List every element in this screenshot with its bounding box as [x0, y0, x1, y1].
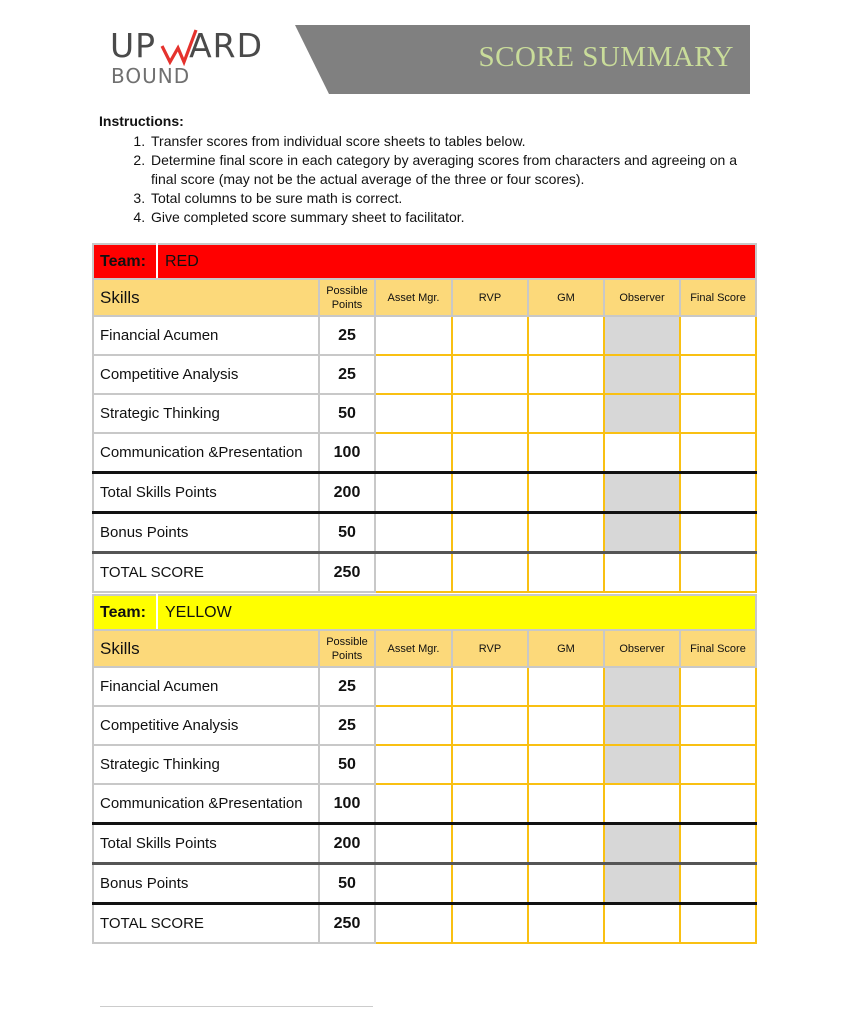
rvp-score-cell[interactable]: [452, 706, 528, 745]
checkmark-w-icon: [160, 26, 200, 66]
skill-label: Strategic Thinking: [93, 394, 319, 433]
column-header-row: [93, 279, 756, 316]
rvp-score-cell[interactable]: [452, 864, 528, 904]
gm-score-cell[interactable]: [528, 667, 604, 706]
gm-score-cell[interactable]: [528, 706, 604, 745]
final-score-cell[interactable]: [680, 433, 756, 473]
asset-mgr-column-header: Asset Mgr.: [375, 630, 452, 667]
observer-column-header: Observer: [604, 630, 680, 667]
possible-points: 200: [319, 824, 375, 864]
gm-column-header: GM: [528, 279, 604, 316]
asset-mgr-score-cell[interactable]: [375, 473, 452, 513]
gm-column-header: GM: [528, 630, 604, 667]
observer-score-cell[interactable]: [604, 553, 680, 593]
observer-score-cell-disabled: [604, 864, 680, 904]
title-banner: [295, 25, 750, 94]
asset-mgr-score-cell[interactable]: [375, 316, 452, 355]
rvp-score-cell[interactable]: [452, 824, 528, 864]
team-yellow-score-table: [92, 594, 757, 944]
possible-points: 50: [319, 394, 375, 433]
table-row: [93, 433, 756, 473]
table-row: [93, 394, 756, 433]
skill-label: Bonus Points: [93, 513, 319, 553]
possible-points: 250: [319, 904, 375, 944]
asset-mgr-score-cell[interactable]: [375, 553, 452, 593]
final-score-cell[interactable]: [680, 553, 756, 593]
final-score-cell[interactable]: [680, 706, 756, 745]
team-header-row: [93, 244, 756, 279]
table-row-total-skills: [93, 824, 756, 864]
team-red-score-table: [92, 243, 757, 593]
possible-points: 25: [319, 316, 375, 355]
asset-mgr-score-cell[interactable]: [375, 394, 452, 433]
skill-label: Bonus Points: [93, 864, 319, 904]
possible-points: 25: [319, 667, 375, 706]
gm-score-cell[interactable]: [528, 433, 604, 473]
rvp-score-cell[interactable]: [452, 513, 528, 553]
final-score-cell[interactable]: [680, 394, 756, 433]
table-row: [93, 745, 756, 784]
final-score-column-header: Final Score: [680, 630, 756, 667]
skills-column-header: Skills: [93, 279, 319, 316]
instruction-item: 4. Give completed score summary sheet to facilitator.: [149, 208, 759, 227]
gm-score-cell[interactable]: [528, 473, 604, 513]
gm-score-cell[interactable]: [528, 745, 604, 784]
table-row: [93, 667, 756, 706]
asset-mgr-score-cell[interactable]: [375, 513, 452, 553]
table-row-total-score: [93, 553, 756, 593]
asset-mgr-score-cell[interactable]: [375, 864, 452, 904]
gm-score-cell[interactable]: [528, 784, 604, 824]
rvp-score-cell[interactable]: [452, 473, 528, 513]
table-row: [93, 355, 756, 394]
final-score-column-header: Final Score: [680, 279, 756, 316]
observer-score-cell-disabled: [604, 355, 680, 394]
rvp-score-cell[interactable]: [452, 433, 528, 473]
possible-points: 250: [319, 553, 375, 593]
final-score-cell[interactable]: [680, 904, 756, 944]
skill-label: Communication &Presentation: [93, 433, 319, 473]
rvp-score-cell[interactable]: [452, 667, 528, 706]
final-score-cell[interactable]: [680, 745, 756, 784]
observer-score-cell-disabled: [604, 824, 680, 864]
rvp-column-header: RVP: [452, 630, 528, 667]
table-row: [93, 784, 756, 824]
possible-points-column-header: Possible Points: [319, 279, 375, 316]
asset-mgr-score-cell[interactable]: [375, 824, 452, 864]
gm-score-cell[interactable]: [528, 864, 604, 904]
possible-points: 100: [319, 433, 375, 473]
final-score-cell[interactable]: [680, 513, 756, 553]
possible-points: 50: [319, 513, 375, 553]
rvp-score-cell[interactable]: [452, 316, 528, 355]
upward-bound-logo: [110, 28, 270, 88]
observer-score-cell[interactable]: [604, 433, 680, 473]
possible-points: 25: [319, 706, 375, 745]
possible-points: 25: [319, 355, 375, 394]
rvp-score-cell[interactable]: [452, 784, 528, 824]
asset-mgr-score-cell[interactable]: [375, 355, 452, 394]
team-header-row: [93, 595, 756, 630]
observer-score-cell-disabled: [604, 473, 680, 513]
gm-score-cell[interactable]: [528, 316, 604, 355]
skill-label: Financial Acumen: [93, 667, 319, 706]
instruction-item: 2. Determine final score in each category by averaging scores from characters and agreeing on a final score (may not be the actual average of the three or four scores).: [149, 151, 759, 189]
gm-score-cell[interactable]: [528, 553, 604, 593]
skills-column-header: Skills: [93, 630, 319, 667]
instructions: [99, 112, 759, 227]
skill-label: Total Skills Points: [93, 824, 319, 864]
skill-label: Financial Acumen: [93, 316, 319, 355]
asset-mgr-column-header: Asset Mgr.: [375, 279, 452, 316]
final-score-cell[interactable]: [680, 824, 756, 864]
instruction-item: 3. Total columns to be sure math is correct.: [149, 189, 759, 208]
team-name: RED: [157, 244, 756, 279]
observer-score-cell-disabled: [604, 706, 680, 745]
gm-score-cell[interactable]: [528, 513, 604, 553]
final-score-cell[interactable]: [680, 784, 756, 824]
logo-wordmark: UP ARD: [110, 26, 263, 65]
observer-score-cell-disabled: [604, 394, 680, 433]
table-row-bonus: [93, 864, 756, 904]
rvp-score-cell[interactable]: [452, 394, 528, 433]
asset-mgr-score-cell[interactable]: [375, 667, 452, 706]
final-score-cell[interactable]: [680, 473, 756, 513]
instruction-item: 1. Transfer scores from individual score sheets to tables below.: [149, 132, 759, 151]
footer-divider: [100, 1006, 373, 1007]
rvp-score-cell[interactable]: [452, 553, 528, 593]
skill-label: TOTAL SCORE: [93, 904, 319, 944]
skill-label: Communication &Presentation: [93, 784, 319, 824]
table-row: [93, 316, 756, 355]
team-label: Team:: [93, 244, 157, 279]
observer-score-cell-disabled: [604, 745, 680, 784]
rvp-score-cell[interactable]: [452, 355, 528, 394]
asset-mgr-score-cell[interactable]: [375, 706, 452, 745]
observer-score-cell-disabled: [604, 316, 680, 355]
observer-column-header: Observer: [604, 279, 680, 316]
table-row-total-skills: [93, 473, 756, 513]
rvp-score-cell[interactable]: [452, 904, 528, 944]
possible-points-column-header: Possible Points: [319, 630, 375, 667]
asset-mgr-score-cell[interactable]: [375, 784, 452, 824]
logo-subtitle: BOUND: [111, 64, 191, 88]
gm-score-cell[interactable]: [528, 355, 604, 394]
gm-score-cell[interactable]: [528, 824, 604, 864]
skill-label: TOTAL SCORE: [93, 553, 319, 593]
possible-points: 200: [319, 473, 375, 513]
possible-points: 100: [319, 784, 375, 824]
page-title: SCORE SUMMARY: [478, 41, 734, 73]
skill-label: Competitive Analysis: [93, 706, 319, 745]
column-header-row: [93, 630, 756, 667]
possible-points: 50: [319, 864, 375, 904]
observer-score-cell-disabled: [604, 667, 680, 706]
gm-score-cell[interactable]: [528, 394, 604, 433]
skill-label: Total Skills Points: [93, 473, 319, 513]
gm-score-cell[interactable]: [528, 904, 604, 944]
table-row: [93, 706, 756, 745]
instructions-list: [99, 132, 759, 227]
team-label: Team:: [93, 595, 157, 630]
final-score-cell[interactable]: [680, 667, 756, 706]
skill-label: Competitive Analysis: [93, 355, 319, 394]
rvp-column-header: RVP: [452, 279, 528, 316]
instructions-heading: Instructions:: [99, 113, 184, 129]
observer-score-cell[interactable]: [604, 904, 680, 944]
asset-mgr-score-cell[interactable]: [375, 433, 452, 473]
final-score-cell[interactable]: [680, 355, 756, 394]
team-name: YELLOW: [157, 595, 756, 630]
skill-label: Strategic Thinking: [93, 745, 319, 784]
asset-mgr-score-cell[interactable]: [375, 904, 452, 944]
table-row-bonus: [93, 513, 756, 553]
observer-score-cell[interactable]: [604, 784, 680, 824]
table-row-total-score: [93, 904, 756, 944]
possible-points: 50: [319, 745, 375, 784]
final-score-cell[interactable]: [680, 316, 756, 355]
asset-mgr-score-cell[interactable]: [375, 745, 452, 784]
rvp-score-cell[interactable]: [452, 745, 528, 784]
observer-score-cell-disabled: [604, 513, 680, 553]
final-score-cell[interactable]: [680, 864, 756, 904]
